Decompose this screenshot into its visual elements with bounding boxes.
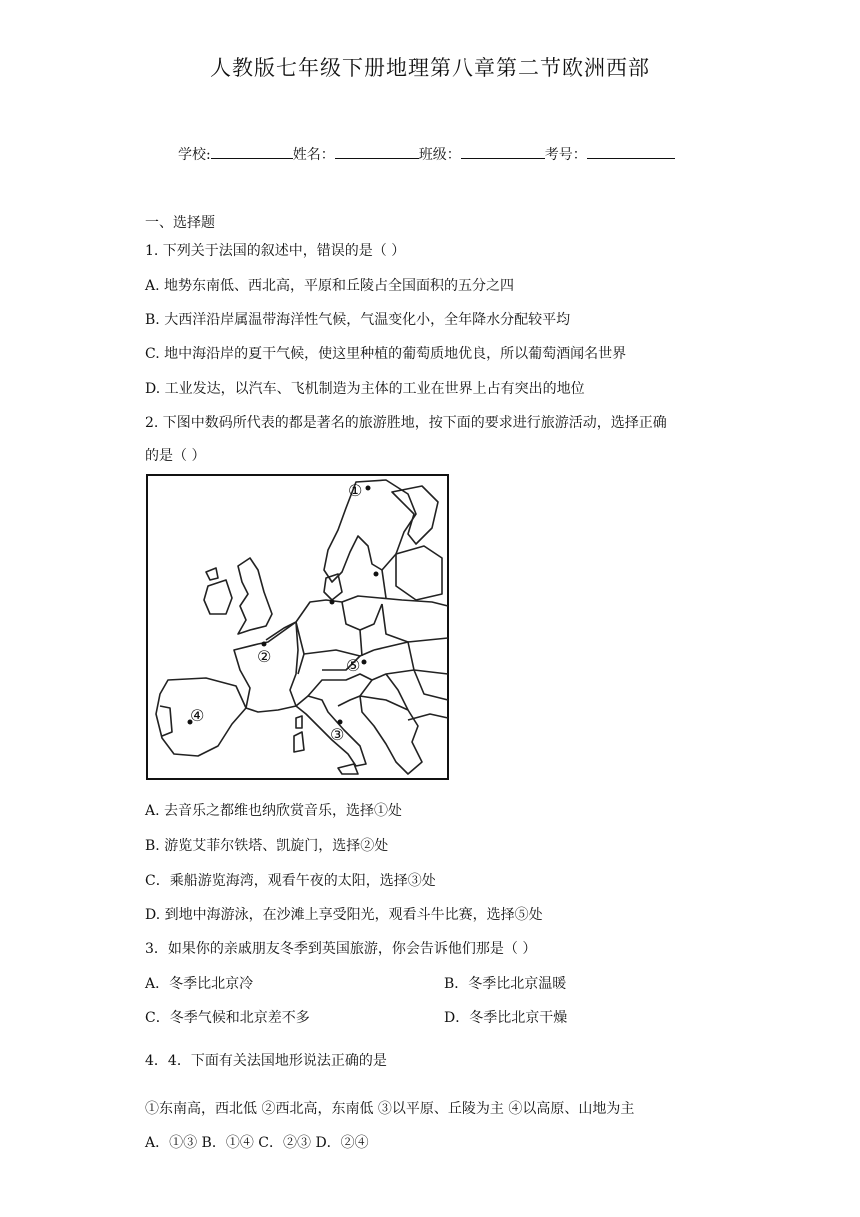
q4-answers: A．①③ B．①④ C．②③ D．②④ <box>145 1135 369 1151</box>
student-info-row <box>178 144 675 164</box>
map-label-3: ③ <box>330 725 345 744</box>
map-label-5: ⑤ <box>346 656 361 675</box>
q2-option-b: B. 游览艾菲尔铁塔、凯旋门，选择②处 <box>145 838 389 854</box>
map-label-4: ④ <box>190 706 205 725</box>
q2-stem-line1: 2. 下图中数码所代表的都是著名的旅游胜地，按下面的要求进行旅游活动，选择正确 <box>145 415 667 431</box>
map-label-1: ① <box>348 481 363 500</box>
section-heading: 一、选择题 <box>145 215 215 231</box>
q1-option-c: C. 地中海沿岸的夏干气候，使这里种植的葡萄质地优良，所以葡萄酒闻名世界 <box>145 346 627 362</box>
school-blank[interactable] <box>211 144 293 159</box>
q3-option-b: B．冬季比北京温暖 <box>444 976 567 992</box>
class-label: 班级： <box>418 147 461 163</box>
q4-stem: 4．4．下面有关法国地形说法正确的是 <box>145 1053 387 1069</box>
name-label: 姓名： <box>292 147 335 163</box>
map-label-2: ② <box>257 647 272 666</box>
q2-option-d: D. 到地中海游泳，在沙滩上享受阳光，观看斗牛比赛，选择⑤处 <box>145 907 543 923</box>
q1-option-d: D. 工业发达，以汽车、飞机制造为主体的工业在世界上占有突出的地位 <box>145 381 585 397</box>
q3-option-c: C．冬季气候和北京差不多 <box>145 1010 310 1026</box>
q3-option-d: D．冬季比北京干燥 <box>444 1010 568 1026</box>
name-blank[interactable] <box>335 144 419 159</box>
q3-option-a: A．冬季比北京冷 <box>145 976 254 992</box>
exam-no-label: 考号： <box>544 147 587 163</box>
q2-stem-line2: 的是（ ） <box>145 448 206 464</box>
q1-stem: 1. 下列关于法国的叙述中，错误的是（ ） <box>145 243 406 259</box>
page-title: 人教版七年级下册地理第八章第二节欧洲西部 <box>210 56 650 80</box>
q3-stem: 3．如果你的亲戚朋友冬季到英国旅游，你会告诉他们那是（ ） <box>145 941 537 957</box>
school-label: 学校: <box>178 147 211 163</box>
q1-option-b: B. 大西洋沿岸属温带海洋性气候，气温变化小，全年降水分配较平均 <box>145 312 571 328</box>
q2-option-a: A. 去音乐之都维也纳欣赏音乐，选择①处 <box>145 803 403 819</box>
class-blank[interactable] <box>461 144 545 159</box>
q4-statements: ①东南高，西北低 ②西北高，东南低 ③以平原、丘陵为主 ④以高原、山地为主 <box>145 1101 635 1117</box>
exam-no-blank[interactable] <box>587 144 675 159</box>
q1-option-a: A. 地势东南低、西北高，平原和丘陵占全国面积的五分之四 <box>145 278 515 294</box>
q2-option-c: C．乘船游览海湾，观看午夜的太阳，选择③处 <box>145 873 436 889</box>
europe-map <box>146 474 449 780</box>
